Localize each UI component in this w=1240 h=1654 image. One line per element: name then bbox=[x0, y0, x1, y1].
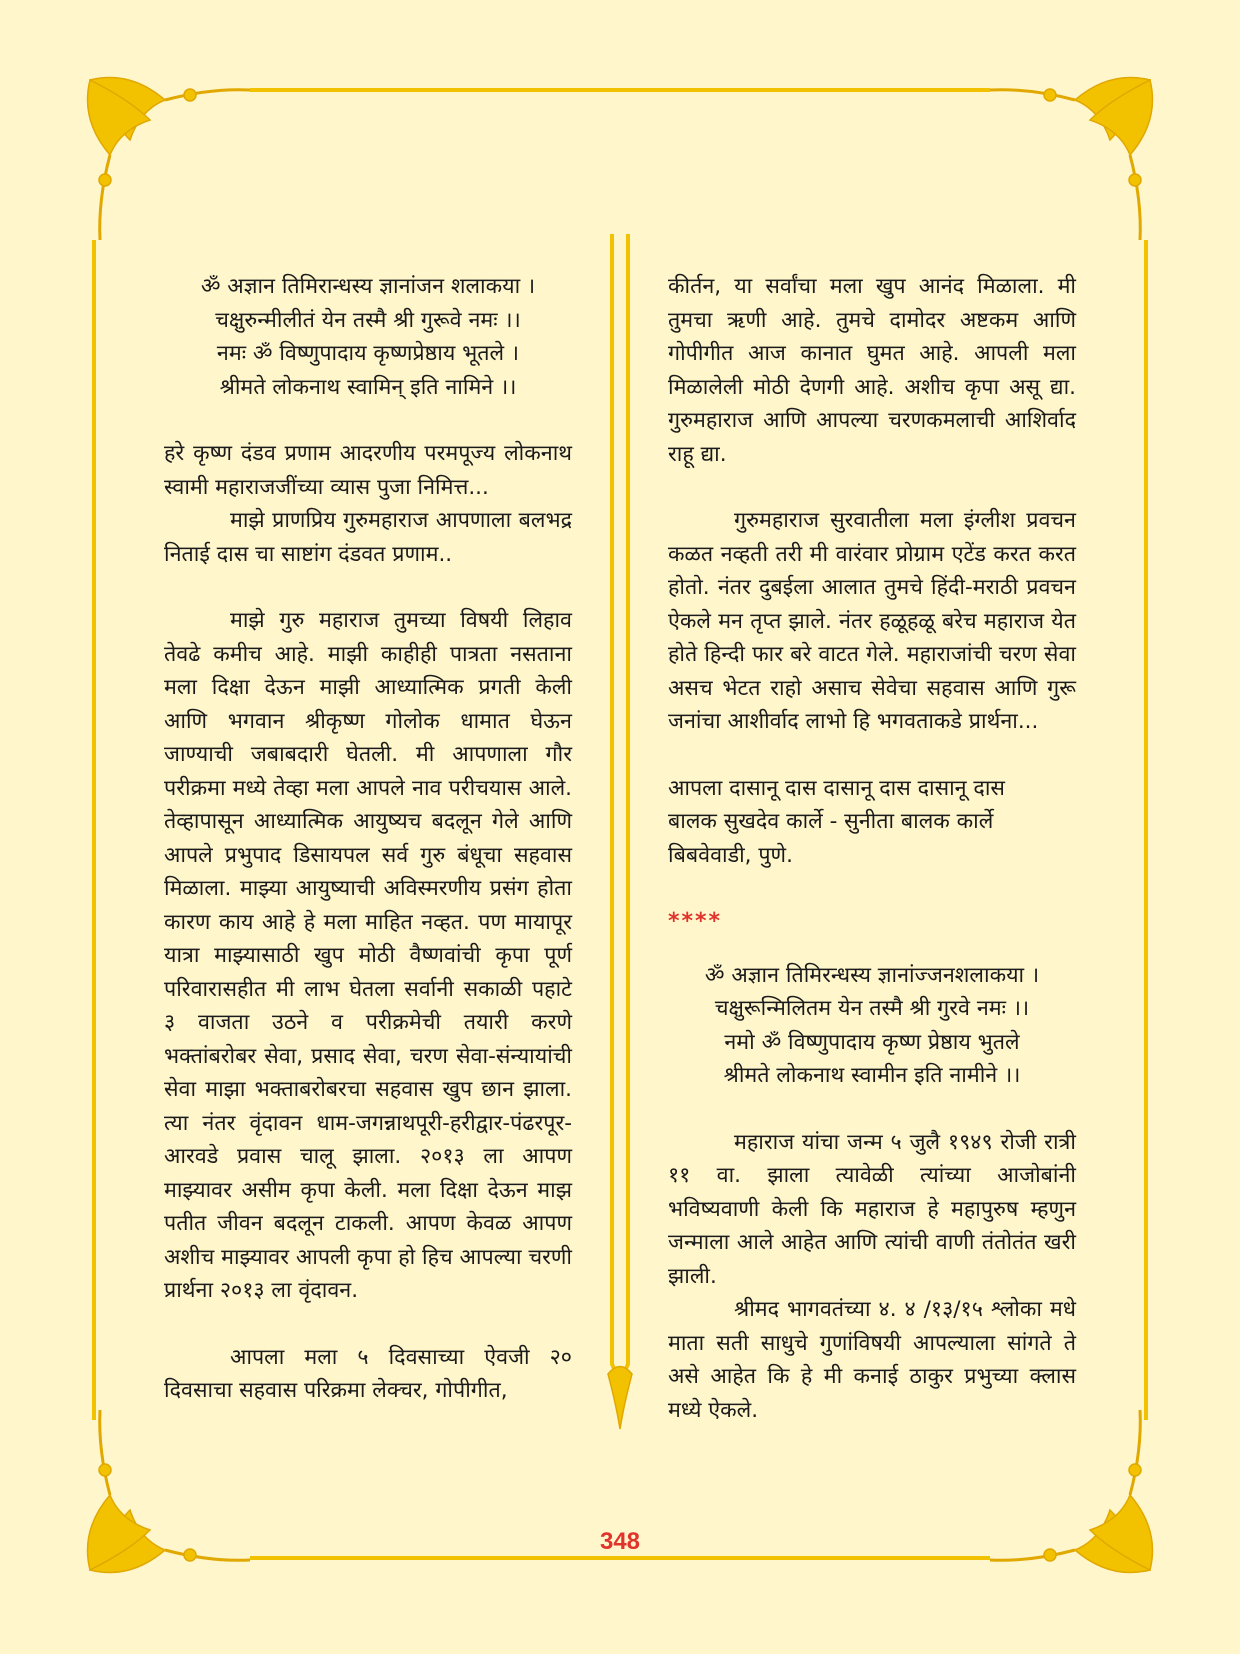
verse-line: चक्षुरुन्मीलीतं येन तस्मै श्री गुरूवे नमः ।। bbox=[215, 307, 521, 333]
body-paragraph: माझे गुरु महाराज तुमच्या विषयी लिहाव तेवढे कमीच आहे. माझी काहीही पात्रता नसताना मला दिक्षा देऊन माझी आध्यात्मिक प्रगती केली आणि भगवान श्रीकृष्ण गोलोक धामात घेऊन जाण्याची जबाबदारी घेतली. मी आपणाला गौर परीक्रमा मध्ये तेव्हा मला आपले नाव परीचयास आले. तेव्हापासून आध्यात्मिक आयुष्यच बदलून गेले आणि आपले प्रभुपाद डिसायपल सर्व गुरु बंधूचा सहवास मिळाला. माझ्या आयुष्याची अविस्मरणीय प्रसंग होता कारण काय आहे हे मला माहित नव्हत. पण मायापूर यात्रा माझ्यासाठी खुप मोठी वैष्णवांची कृपा पूर्ण परिवारासहीत मी लाभ घेतला सर्वानी सकाळी पहाटे ३ वाजता उठने व परीक्रमेची तयारी करणे भक्तांबरोबर सेवा, प्रसाद सेवा, चरण सेवा-संन्यायांची सेवा माझा भक्ताबरोबरचा सहवास खुप छान झाला. त्या नंतर वृंदावन धाम-जगन्नाथपूरी-हरीद्वार-पंढरपूर-आरवडे प्रवास चालू झाला. २०१३ ला आपण माझ्यावर असीम कृपा केली. मला दिक्षा देऊन माझ पतीत जीवन बदलून टाकली. आपण केवळ आपण अशीच माझ्यावर आपली कृपा हो हिच आपल्या चरणी प्रार्थना २०१३ ला वृंदावन. bbox=[164, 608, 572, 1303]
signature-block bbox=[668, 772, 1076, 873]
verse-line: चक्षुरून्मिलितम येन तस्मै श्री गुरवे नमः ।। bbox=[714, 996, 1030, 1021]
salutation-paragraph: माझे प्राणप्रिय गुरुमहाराज आपणाला बलभद्र निताई दास चा साष्टांग दंडवत प्रणाम.. bbox=[164, 508, 572, 567]
verse-line: नमो ॐ विष्णुपादाय कृष्ण प्रेष्ठाय भुतले bbox=[724, 1029, 1020, 1055]
corner-ornament-bottom-left bbox=[70, 1400, 260, 1590]
signature-line: बालक सुखदेव कार्ले - सुनीता बालक कार्ले bbox=[668, 809, 994, 834]
verse-line: ॐ अज्ञान तिमिरान्धस्य ज्ञानांजन शलाकया । bbox=[200, 274, 536, 299]
guru-pranam-verse-left bbox=[164, 270, 572, 404]
right-column bbox=[668, 270, 1076, 1427]
greeting-paragraph: हरे कृष्ण दंडव प्रणाम आदरणीय परमपूज्य लोकनाथ स्वामी महाराजजींच्या व्यास पुजा निमित्त... bbox=[164, 441, 572, 500]
signature-line: बिबवेवाडी, पुणे. bbox=[668, 842, 793, 868]
signature-line: आपला दासानू दास दासानू दास दासानू दास bbox=[668, 775, 1005, 801]
section-separator: **** bbox=[668, 909, 723, 934]
birth-paragraph: महाराज यांचा जन्म ५ जुलै १९४९ रोजी रात्री ११ वा. झाला त्यावेळी त्यांच्या आजोबांनी भविष्यवाणी केली कि महाराज हे महापुरुष म्हणुन जन्माला आले आहेत आणि त्यांची वाणी तंतोतंत खरी झाली. bbox=[668, 1129, 1076, 1289]
corner-ornament-top-right bbox=[980, 60, 1170, 250]
verse-line: नमः ॐ विष्णुपादाय कृष्णप्रेष्ठाय भूतले । bbox=[216, 341, 520, 366]
left-column bbox=[164, 270, 572, 1408]
guru-pranam-verse-right bbox=[668, 959, 1076, 1093]
corner-ornament-top-left bbox=[70, 60, 260, 250]
page-number: 348 bbox=[599, 1528, 641, 1555]
frame-left-line bbox=[92, 240, 96, 1420]
corner-ornament-bottom-right bbox=[980, 1400, 1170, 1590]
verse-line: ॐ अज्ञान तिमिरन्धस्य ज्ञानांज्जनशलाकया । bbox=[704, 962, 1040, 988]
frame-top-line bbox=[250, 88, 990, 92]
column-divider bbox=[604, 234, 636, 1434]
closing-paragraph-start: आपला मला ५ दिवसाच्या ऐवजी २० दिवसाचा सहवास परिक्रमा लेक्चर, गोपीगीत, bbox=[164, 1344, 572, 1403]
second-paragraph: गुरुमहाराज सुरवातीला मला इंग्लीश प्रवचन कळत नव्हती तरी मी वारंवार प्रोग्राम एटेंड करत करत होतो. नंतर दुबईला आलात तुमचे हिंदी-मराठी प्रवचन ऐकले मन तृप्त झाले. नंतर हळूहळू बरेच महाराज येत होते हिन्दी फार बरे वाटत गेले. महाराजांची चरण सेवा असच भेटत राहो असाच सेवेचा सहवास आणि गुरू जनांचा आशीर्वाद लाभो हि भगवताकडे प्रार्थना... bbox=[668, 508, 1076, 734]
continuation-paragraph: कीर्तन, या सर्वांचा मला खुप आनंद मिळाला. मी तुमचा ऋणी आहे. तुमचे दामोदर अष्टकम आणि गोपीगीत आज कानात घुमत आहे. आपली मला मिळालेली मोठी देणगी आहे. अशीच कृपा असू द्या. गुरुमहाराज आणि आपल्या चरणकमलाची आशिर्वाद राहू द्या. bbox=[668, 274, 1076, 467]
bhagavatam-paragraph: श्रीमद भागवतंच्या ४. ४ /१३/१५ श्लोका मधे माता सती साधुचे गुणांविषयी आपल्याला सांगते ते असे आहेत कि हे मी कनाई ठाकुर प्रभुच्या क्लास मध्ये ऐकले. bbox=[668, 1297, 1076, 1423]
frame-right-line bbox=[1144, 240, 1148, 1420]
verse-line: श्रीमते लोकनाथ स्वामीन इति नामीने ।। bbox=[723, 1063, 1021, 1088]
verse-line: श्रीमते लोकनाथ स्वामिन् इति नामिने ।। bbox=[219, 374, 517, 400]
frame-bottom-line bbox=[250, 1556, 990, 1560]
